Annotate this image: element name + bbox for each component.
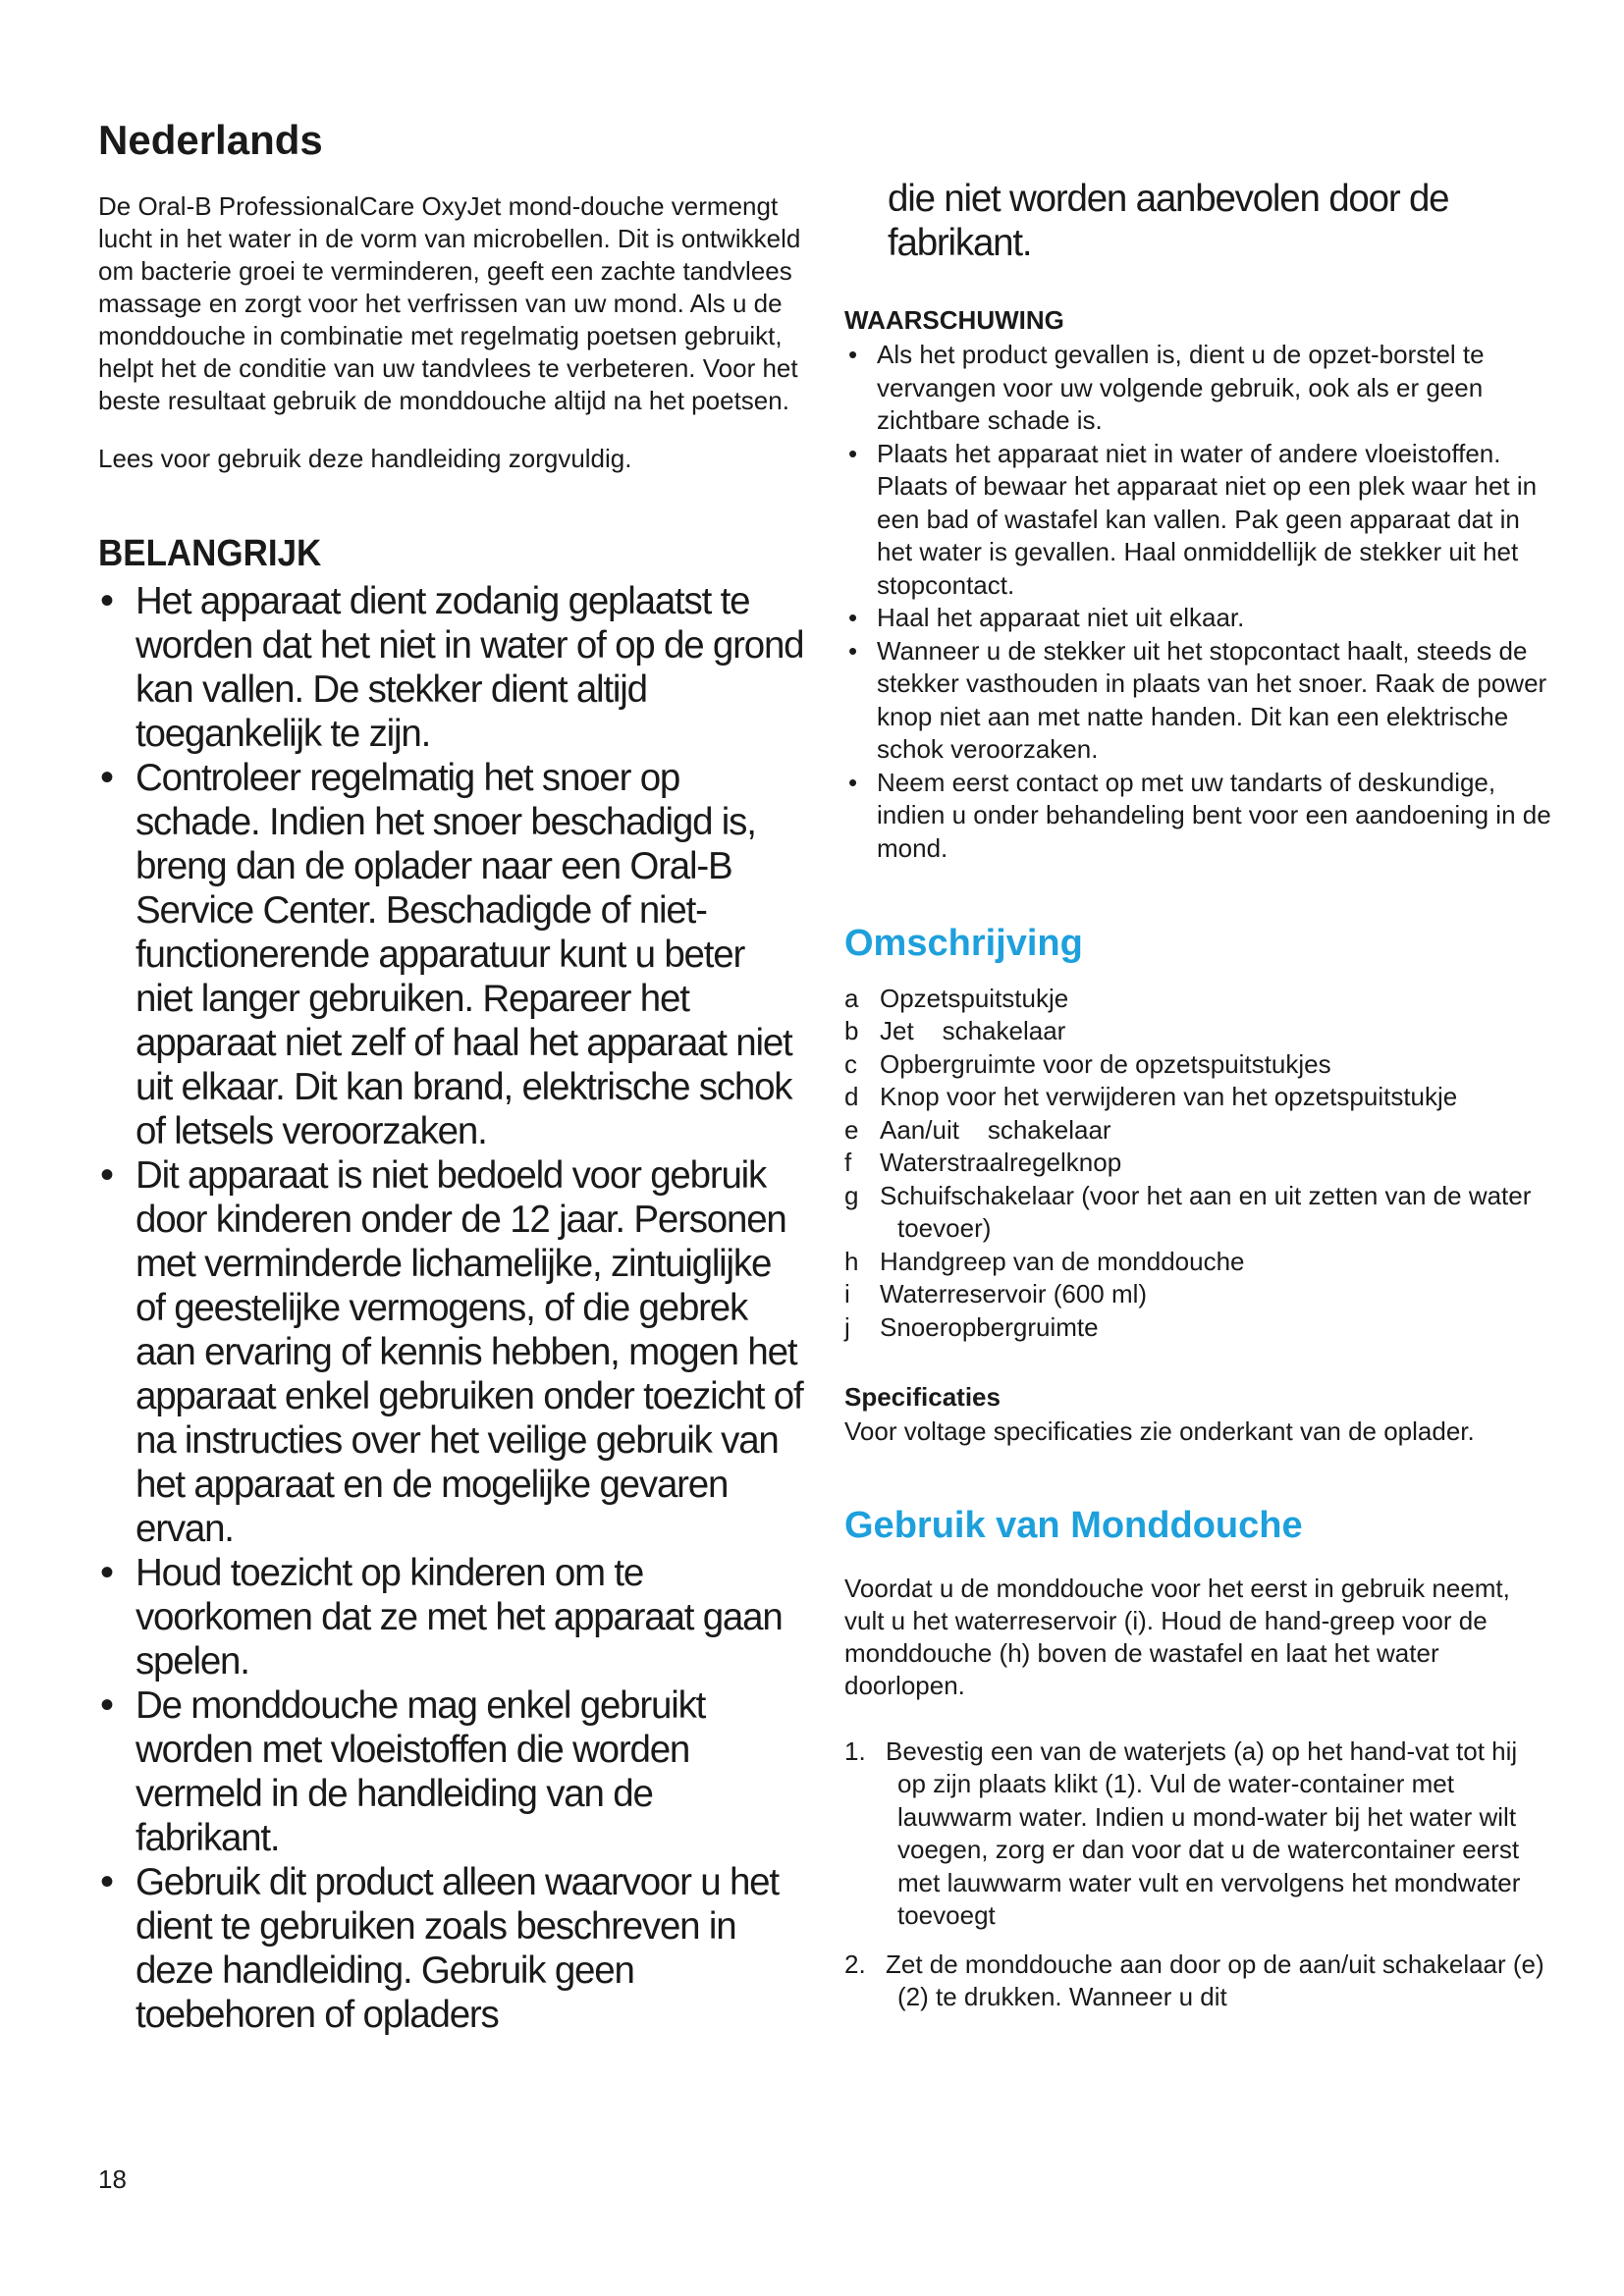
belangrijk-item: • Het apparaat dient zodanig geplaatst te worden dat het niet in water of op de grond kan vallen. De stekker dient altijd toegankelijk te zijn. bbox=[98, 579, 805, 756]
part-key: h bbox=[844, 1246, 859, 1276]
part-item bbox=[844, 1114, 1551, 1148]
part-item bbox=[844, 1246, 1551, 1279]
part-label: Aan/uit schakelaar bbox=[880, 1114, 1111, 1145]
waarschuwing-item: • Wanneer u de stekker uit het stopcontact haalt, steeds de stekker vasthouden in plaats van het snoer. Raak de power knop niet aan met natte handen. Dit kan een elektrische schok veroorzaken. bbox=[844, 635, 1551, 767]
right-column bbox=[844, 177, 1551, 2030]
left-column bbox=[98, 118, 805, 2037]
step-item bbox=[844, 1735, 1551, 1933]
part-item bbox=[844, 1311, 1551, 1345]
gebruik-intro: Voordat u de monddouche voor het eerst in gebruik neemt, vult u het waterreservoir (i). Houd de hand-greep voor de monddouche (h) boven de wastafel en laat het water doorlopen. bbox=[844, 1573, 1510, 1700]
part-item bbox=[844, 1048, 1551, 1082]
belangrijk-item: • Dit apparaat is niet bedoeld voor gebruik door kinderen onder de 12 jaar. Personen met verminderde lichamelijke, zintuiglijke of geestelijke vermogens, of die gebrek aan ervaring of kennis hebben, mogen het apparaat enkel gebruiken onder toezicht of na instructies over het veilige gebruik van het apparaat en de mogelijke gevaren ervan. bbox=[98, 1153, 805, 1551]
belangrijk-heading: BELANGRIJK bbox=[98, 533, 322, 575]
belangrijk-item: • Gebruik dit product alleen waarvoor u het dient te gebruiken zoals beschreven in deze handleiding. Gebruik geen toebehoren of opladers bbox=[98, 1860, 805, 2037]
part-item bbox=[844, 1147, 1551, 1180]
steps-list bbox=[844, 1735, 1551, 2014]
part-item bbox=[844, 1081, 1551, 1114]
gebruik-heading: Gebruik van Monddouche bbox=[844, 1504, 1303, 1546]
waarschuwing-item: • Als het product gevallen is, dient u de opzet-borstel te vervangen voor uw volgende gebruik, ook als er geen zichtbare schade is. bbox=[844, 339, 1551, 438]
parts-list bbox=[844, 983, 1551, 1345]
part-key: a bbox=[844, 983, 859, 1013]
part-key: b bbox=[844, 1016, 859, 1046]
intro-paragraph: De Oral-B ProfessionalCare OxyJet mond-douche vermengt lucht in het water in de vorm van microbellen. Dit is ontwikkeld om bacterie groei te verminderen, geeft een zachte tandvlees massage en zorgt voor het verfrissen van uw mond. Als u de monddouche in combinatie met regelmatig poetsen gebruikt, helpt het de conditie van uw tandvlees te verbeteren. Voor het beste resultaat gebruik de monddouche altijd na het poetsen. bbox=[98, 191, 801, 416]
read-manual-note: Lees voor gebruik deze handleiding zorgvuldig. bbox=[98, 444, 632, 474]
part-label: Waterstraalregelknop bbox=[880, 1148, 1122, 1178]
part-item bbox=[844, 1278, 1551, 1311]
part-item bbox=[844, 1015, 1551, 1048]
part-key: j bbox=[844, 1311, 850, 1342]
part-item bbox=[844, 983, 1551, 1016]
part-item bbox=[844, 1180, 1551, 1246]
waarschuwing-item: • Haal het apparaat niet uit elkaar. bbox=[844, 602, 1551, 635]
waarschuwing-list bbox=[844, 339, 1551, 865]
belangrijk-continuation: die niet worden aanbevolen door de fabrikant. bbox=[888, 178, 1449, 264]
belangrijk-item: • De monddouche mag enkel gebruikt worden met vloeistoffen die worden vermeld in de handleiding van de fabrikant. bbox=[98, 1683, 805, 1860]
part-key: d bbox=[844, 1082, 859, 1112]
belangrijk-list bbox=[98, 579, 805, 2037]
part-label: Jet schakelaar bbox=[880, 1016, 1066, 1046]
belangrijk-item: • Houd toezicht op kinderen om te voorkomen dat ze met het apparaat gaan spelen. bbox=[98, 1551, 805, 1683]
part-label: Handgreep van de monddouche bbox=[880, 1246, 1245, 1276]
step-number: 2. bbox=[844, 1949, 866, 1979]
page-number: 18 bbox=[98, 2164, 127, 2194]
part-key: e bbox=[844, 1114, 859, 1145]
waarschuwing-item: • Plaats het apparaat niet in water of andere vloeistoffen. Plaats of bewaar het apparaat niet op een plek waar het in een bad of wastafel kan vallen. Pak geen apparaat dat in het water is gevallen. Haal onmiddellijk de stekker uit het stopcontact. bbox=[844, 438, 1551, 603]
part-label: Schuifschakelaar (voor het aan en uit zetten van de water toevoer) bbox=[880, 1180, 1532, 1244]
part-label: Opbergruimte voor de opzetspuitstukjes bbox=[880, 1048, 1331, 1079]
part-key: c bbox=[844, 1048, 857, 1079]
part-key: g bbox=[844, 1180, 859, 1210]
step-text: Zet de monddouche aan door op de aan/uit schakelaar (e) (2) te drukken. Wanneer u dit bbox=[886, 1949, 1544, 2012]
part-label: Opzetspuitstukje bbox=[880, 983, 1069, 1013]
language-title: Nederlands bbox=[98, 117, 323, 163]
waarschuwing-item: • Neem eerst contact op met uw tandarts of deskundige, indien u onder behandeling bent voor een aandoening in de mond. bbox=[844, 767, 1551, 866]
step-item bbox=[844, 1949, 1551, 2014]
part-label: Snoeropbergruimte bbox=[880, 1311, 1099, 1342]
specificaties-heading: Specificaties bbox=[844, 1382, 1001, 1413]
part-key: f bbox=[844, 1148, 852, 1178]
omschrijving-heading: Omschrijving bbox=[844, 923, 1083, 964]
waarschuwing-heading: WAARSCHUWING bbox=[844, 305, 1064, 335]
part-key: i bbox=[844, 1279, 850, 1309]
part-label: Knop voor het verwijderen van het opzetspuitstukje bbox=[880, 1082, 1458, 1112]
specificaties-text: Voor voltage specificaties zie onderkant van de oplader. bbox=[844, 1416, 1475, 1447]
part-label: Waterreservoir (600 ml) bbox=[880, 1279, 1148, 1309]
step-text: Bevestig een van de waterjets (a) op het hand-vat tot hij op zijn plaats klikt (1). Vul de water-container met lauwwarm water. Indien u mond-water bij het water wilt voegen, zorg er dan voor dat u de watercontainer eerst met lauwwarm water vult en vervolgens het mondwater toevoegt bbox=[886, 1735, 1521, 1931]
step-number: 1. bbox=[844, 1735, 866, 1766]
belangrijk-item: • Controleer regelmatig het snoer op schade. Indien het snoer beschadigd is, breng dan de oplader naar een Oral-B Service Center. Beschadigde of niet-functionerende apparatuur kunt u beter niet langer gebruiken. Repareer het apparaat niet zelf of haal het apparaat niet uit elkaar. Dit kan brand, elektrische schok of letsels veroorzaken. bbox=[98, 756, 805, 1153]
